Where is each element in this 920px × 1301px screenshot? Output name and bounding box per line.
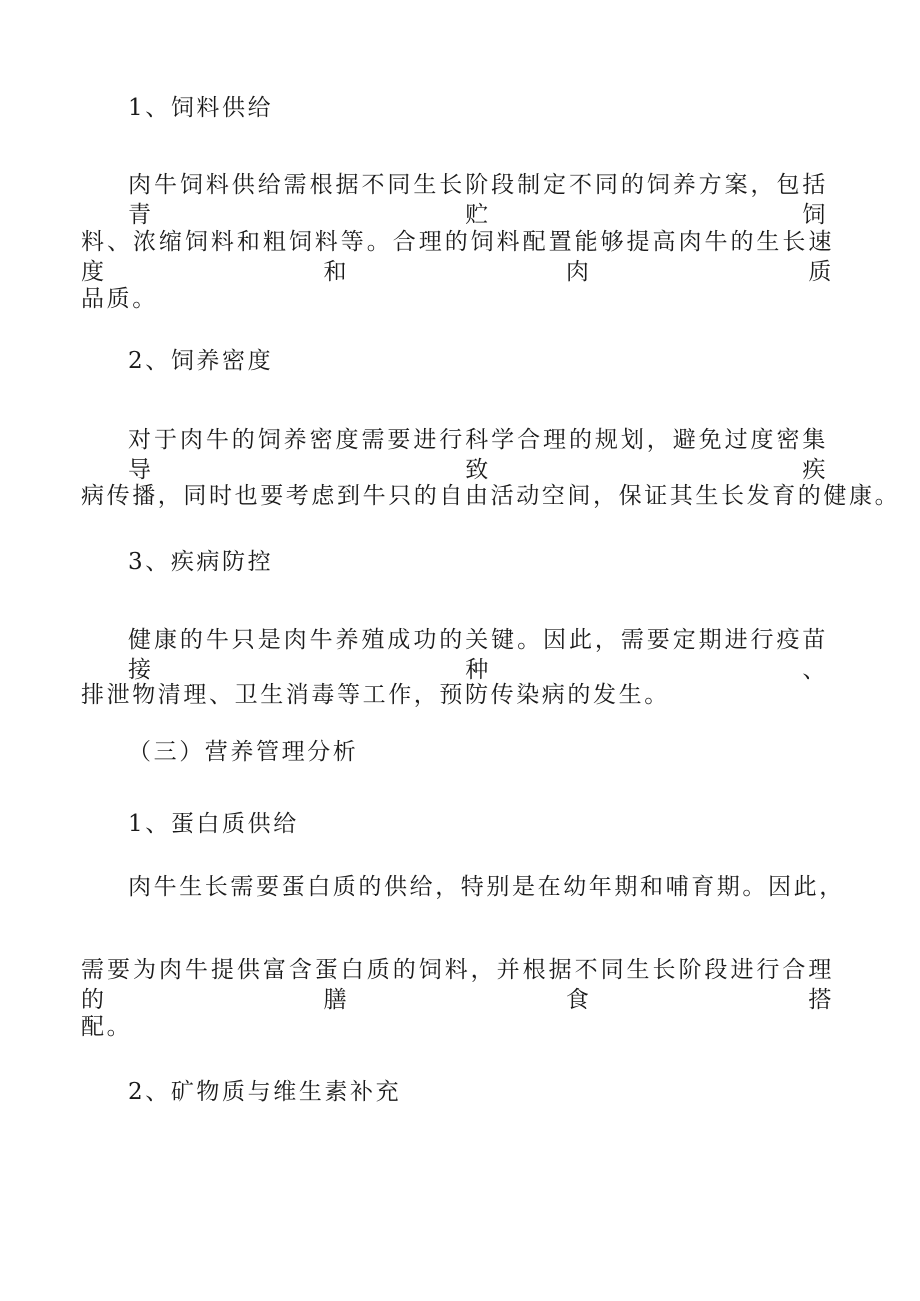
heading-protein-supply: 1、蛋白质供给 (128, 811, 299, 837)
paragraph-line: 健康的牛只是肉牛养殖成功的关键。因此，需要定期进行疫苗接种、 (128, 627, 828, 683)
paragraph-line: 肉牛生长需要蛋白质的供给，特别是在幼年期和哺育期。因此， (128, 874, 845, 900)
paragraph-line: 配。 (81, 1014, 133, 1040)
section-heading-nutrition: （三）营养管理分析 (128, 739, 359, 765)
heading-feed-supply: 1、饲料供给 (128, 95, 274, 121)
heading-disease-control: 3、疾病防控 (128, 549, 274, 575)
paragraph-line: 肉牛饲料供给需根据不同生长阶段制定不同的饲养方案，包括青贮饲 (128, 172, 828, 228)
paragraph-line: 品质。 (81, 286, 158, 312)
paragraph-line: 需要为肉牛提供富含蛋白质的饲料，并根据不同生长阶段进行合理的膳食搭 (81, 957, 834, 1013)
paragraph-line: 对于肉牛的饲养密度需要进行科学合理的规划，避免过度密集导致疾 (128, 427, 828, 483)
paragraph-line: 料、浓缩饲料和粗饲料等。合理的饲料配置能够提高肉牛的生长速度和肉质 (81, 229, 834, 285)
paragraph-line: 病传播，同时也要考虑到牛只的自由活动空间，保证其生长发育的健康。 (81, 483, 901, 509)
paragraph-line: 排泄物清理、卫生消毒等工作，预防传染病的发生。 (81, 682, 670, 708)
heading-feeding-density: 2、饲养密度 (128, 348, 274, 374)
heading-mineral-vitamin: 2、矿物质与维生素补充 (128, 1079, 402, 1105)
